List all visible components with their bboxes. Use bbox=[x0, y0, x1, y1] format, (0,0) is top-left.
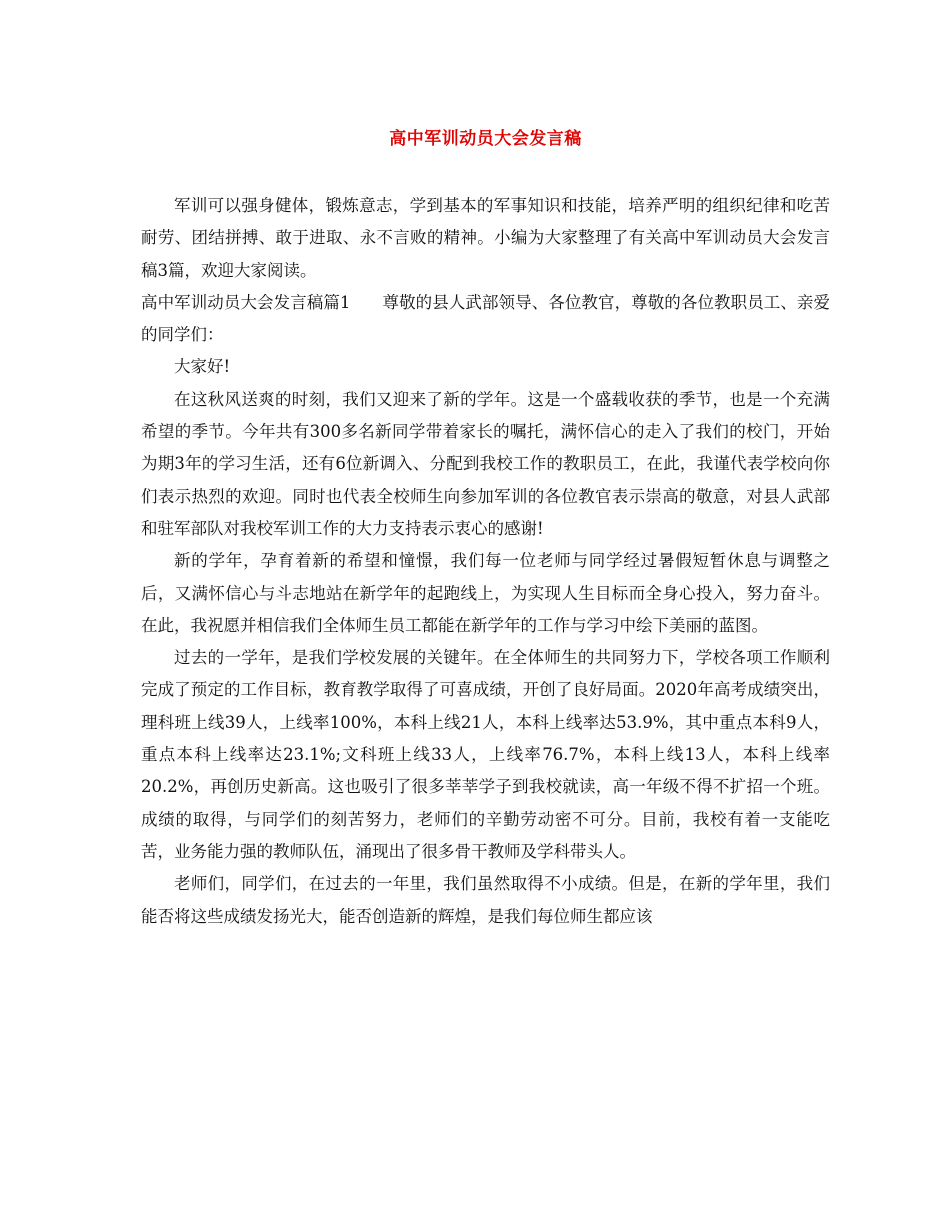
greeting: 大家好! bbox=[174, 357, 231, 377]
salutation: 尊敬的县人武部领导、各位教官，尊敬的各位教职员工、亲爱的同学们： bbox=[141, 292, 830, 345]
section-heading: 高中军训动员大会发言稿篇1 bbox=[141, 292, 351, 312]
body-paragraph-4: 老师们，同学们，在过去的一年里，我们虽然取得不小成绩。但是，在新的学年里，我们能否将这些成绩发扬光大，能否创造新的辉煌，是我们每位师生都应该 bbox=[141, 874, 830, 926]
section-heading-line bbox=[141, 287, 830, 352]
body-paragraph-2: 新的学年，孕育着新的希望和憧憬，我们每一位老师与同学经过暑假短暂休息与调整之后，又满怀信心与斗志地站在新学年的起跑线上，为实现人生目标而全身心投入，努力奋斗。在此，我祝愿并相信我们全体师生员工都能在新学年的工作与学习中绘下美丽的蓝图。 bbox=[141, 551, 830, 635]
body-paragraph-1: 在这秋风送爽的时刻，我们又迎来了新的学年。这是一个盛载收获的季节，也是一个充满希望的季节。今年共有300多名新同学带着家长的嘱托，满怀信心的走入了我们的校门，开始为期3年的学习生活，还有6位新调入、分配到我校工作的教职员工，在此，我谨代表学校向你们表示热烈的欢迎。同时也代表全校师生向参加军训的各位教官表示崇高的敬意，对县人武部和驻军部队对我校军训工作的大力支持表示衷心的感谢! bbox=[141, 389, 830, 538]
document-title: 高中军训动员大会发言稿 bbox=[389, 129, 582, 149]
body-paragraph-3: 过去的一学年，是我们学校发展的关键年。在全体师生的共同努力下，学校各项工作顺利完成了预定的工作目标，教育教学取得了可喜成绩，开创了良好局面。2020年高考成绩突出，理科班上线39人，上线率100%，本科上线21人，本科上线率达53.9%，其中重点本科9人，重点本科上线率达23.1%;文科班上线33人，上线率76.7%，本科上线13人，本科上线率20.2%，再创历史新高。这也吸引了很多莘莘学子到我校就读，高一年级不得不扩招一个班。成绩的取得，与同学们的刻苦努力，老师们的辛勤劳动密不可分。目前，我校有着一支能吃苦，业务能力强的教师队伍，涌现出了很多骨干教师及学科带头人。 bbox=[141, 648, 830, 861]
document-body bbox=[141, 190, 830, 933]
intro-paragraph: 军训可以强身健体，锻炼意志，学到基本的军事知识和技能，培养严明的组织纪律和吃苦耐劳、团结拼搏、敢于进取、永不言败的精神。小编为大家整理了有关高中军训动员大会发言稿3篇，欢迎大家阅读。 bbox=[141, 196, 830, 280]
